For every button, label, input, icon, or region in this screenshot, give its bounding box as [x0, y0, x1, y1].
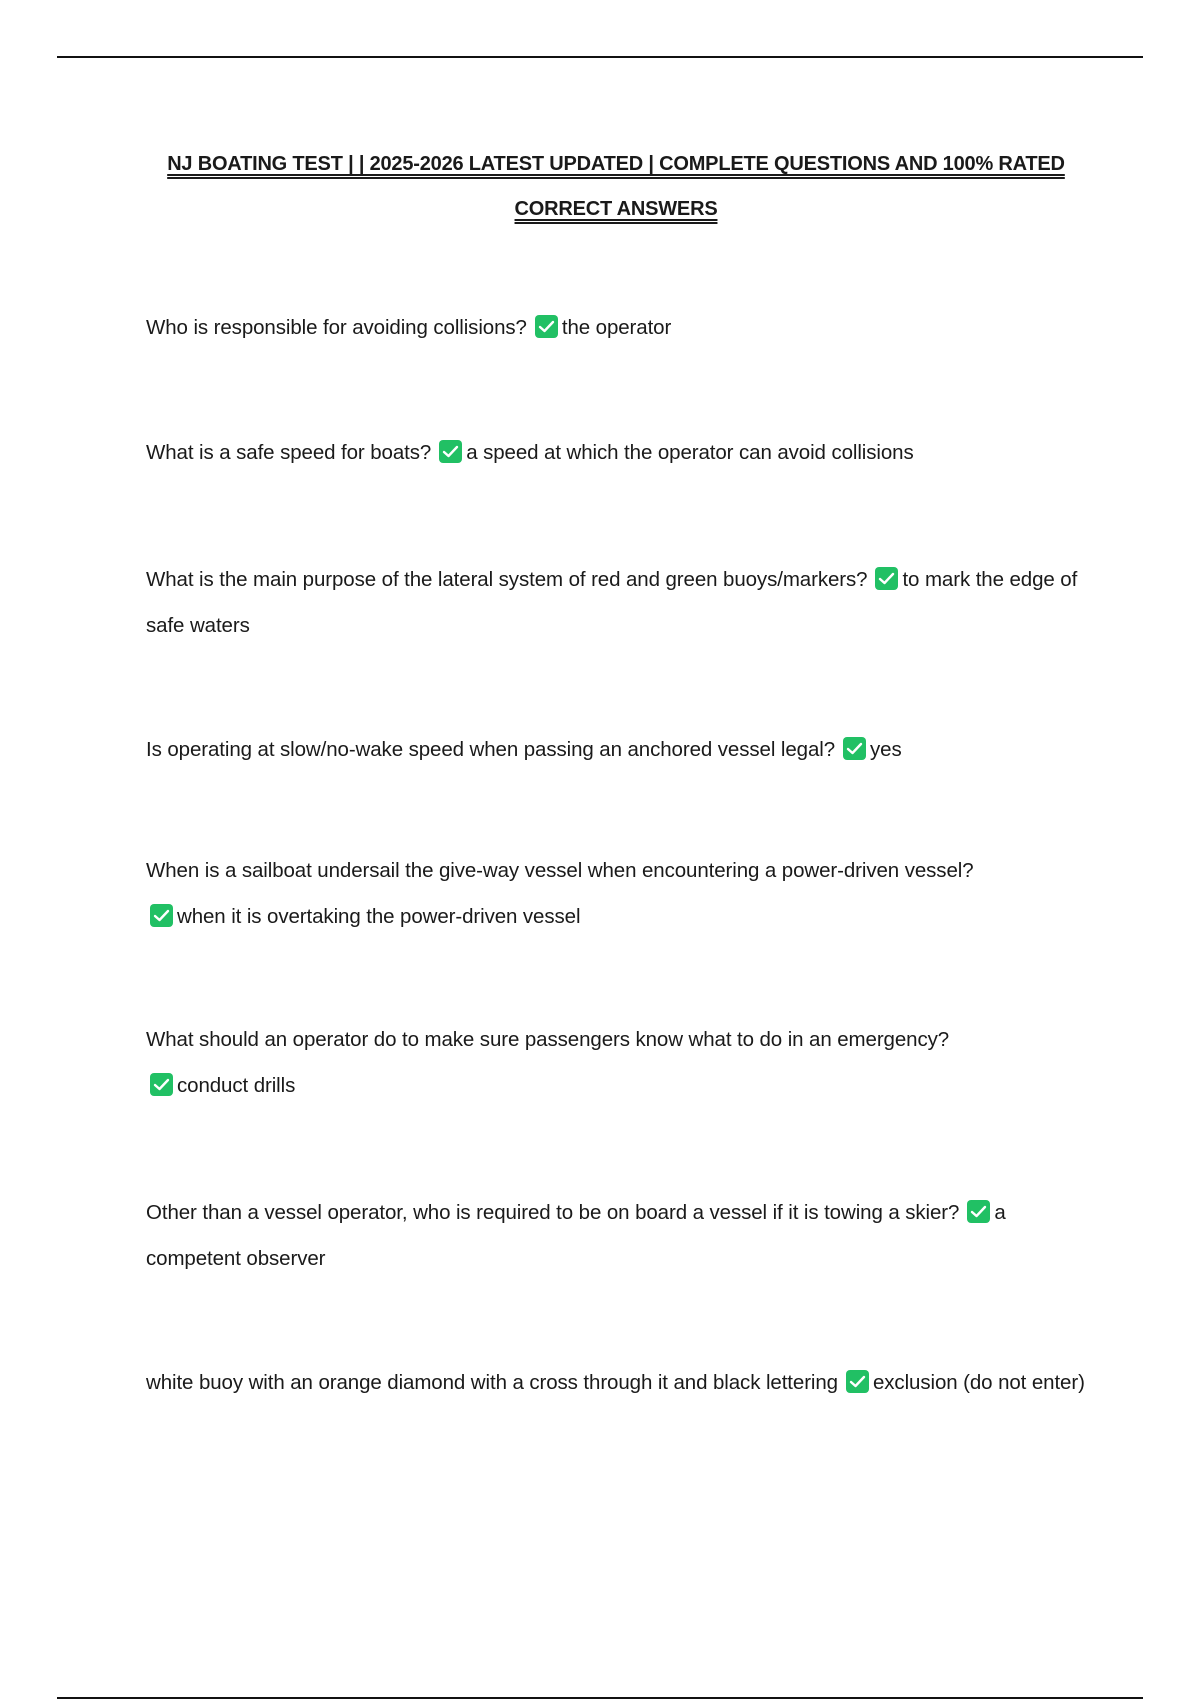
top-rule: [57, 56, 1143, 58]
check-mark-icon: [967, 1200, 990, 1223]
check-mark-icon: [535, 315, 558, 338]
bottom-rule: [57, 1697, 1143, 1699]
document-title: NJ BOATING TEST | | 2025-2026 LATEST UPDATED | COMPLETE QUESTIONS AND 100% RATED CORRECT ANSWERS: [167, 153, 1065, 220]
question-text: Is operating at slow/no-wake speed when passing an anchored vessel legal?: [146, 738, 835, 761]
check-mark-icon: [150, 1073, 173, 1096]
answer-line: [146, 894, 1101, 940]
answer-text: when it is overtaking the power-driven vessel: [177, 905, 581, 928]
question-text: Who is responsible for avoiding collisions?: [146, 316, 527, 339]
answer-line: [146, 1063, 1101, 1109]
qa-item: [146, 430, 1101, 476]
qa-item: [146, 557, 1101, 649]
answer-text: a speed at which the operator can avoid collisions: [466, 441, 914, 464]
answer-text: yes: [870, 738, 902, 761]
question-text: When is a sailboat undersail the give-way vessel when encountering a power-driven vessel?: [146, 859, 974, 882]
check-mark-icon: [150, 904, 173, 927]
qa-item: [146, 848, 1101, 940]
question-text: white buoy with an orange diamond with a cross through it and black lettering: [146, 1371, 838, 1394]
answer-text: exclusion (do not enter): [872, 1371, 1085, 1394]
check-mark-icon: [439, 440, 462, 463]
qa-item: [146, 1190, 1101, 1282]
qa-item: [146, 1360, 1101, 1406]
question-text: Other than a vessel operator, who is required to be on board a vessel if it is towing a skier?: [146, 1201, 960, 1224]
check-mark-icon: [843, 737, 866, 760]
answer-text: a competent observer: [146, 1201, 1006, 1270]
question-text: What should an operator do to make sure passengers know what to do in an emergency?: [146, 1028, 950, 1051]
qa-item: [146, 1017, 1101, 1109]
answer-text: to mark the edge of safe waters: [146, 568, 1078, 637]
qa-item: [146, 727, 1101, 773]
answer-text: the operator: [561, 316, 672, 339]
question-text: What is a safe speed for boats?: [146, 441, 432, 464]
answer-text: conduct drills: [177, 1074, 296, 1097]
qa-item: [146, 305, 1101, 351]
check-mark-icon: [846, 1370, 869, 1393]
question-text: What is the main purpose of the lateral system of red and green buoys/markers?: [146, 568, 868, 591]
check-mark-icon: [875, 567, 898, 590]
